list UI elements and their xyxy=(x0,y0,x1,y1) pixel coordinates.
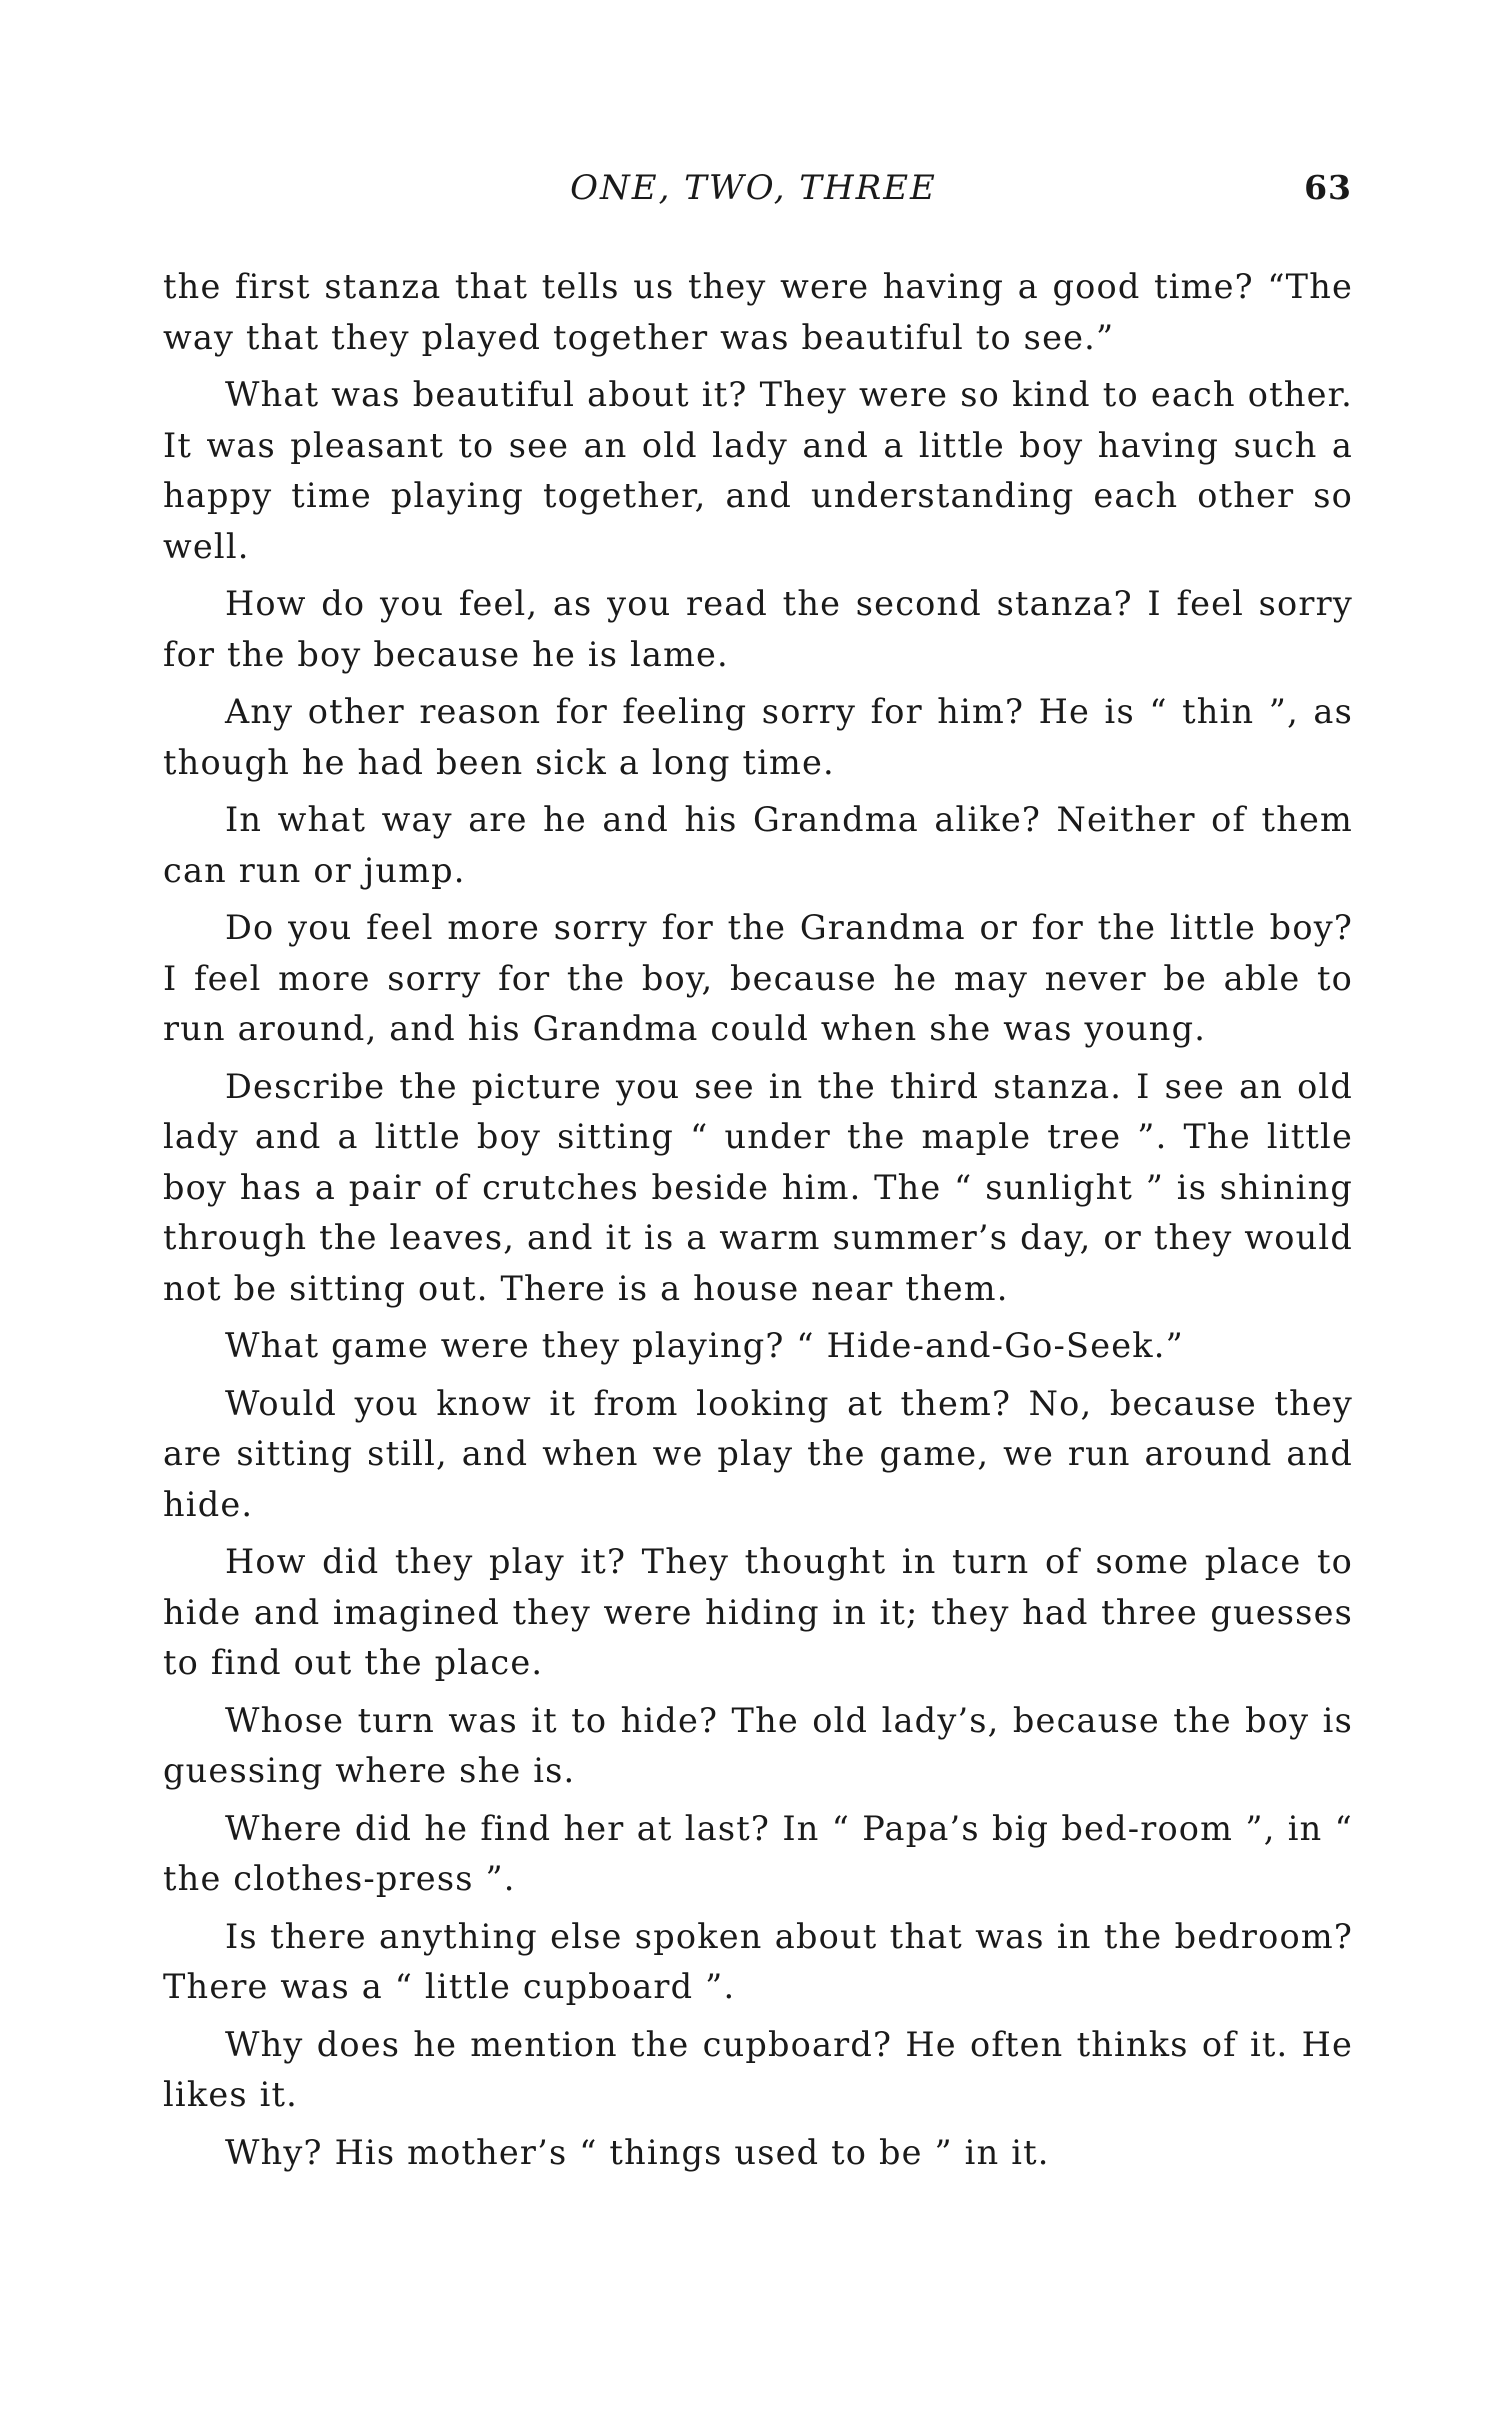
paragraph xyxy=(163,2128,1353,2179)
question-text: What was beautiful about it? xyxy=(225,375,748,414)
answer-text: I feel sorry for the boy because he is lame. xyxy=(163,584,1353,674)
paragraph xyxy=(163,2020,1353,2121)
answer-text: the first stanza that tells us they were having a good time? “The way that they played together was beautiful to see.” xyxy=(163,267,1353,357)
paragraph xyxy=(163,1912,1353,2013)
paragraph xyxy=(163,903,1353,1055)
answer-text: There was a “ little cupboard ”. xyxy=(163,1967,736,2006)
answer-text: I see an old lady and a little boy sitting “ under the maple tree ”. The little boy has a pair of crutches beside him. The “ sunlight ” is shining through the leaves, and it is a warm summer’s day, or they would not be sitting out. There is a house near them. xyxy=(163,1066,1354,1308)
question-text: Would you know it from looking at them? xyxy=(225,1383,1012,1423)
paragraph xyxy=(163,262,1353,363)
page-number: 63 xyxy=(1304,168,1352,207)
answer-text: He often thinks of it. He likes it. xyxy=(163,2024,1354,2114)
answer-text: No, because they are sitting still, and when we play the game, we run around and hide. xyxy=(163,1383,1353,1524)
paragraph xyxy=(163,1537,1353,1689)
answer-text: Neither of them can run or jump. xyxy=(163,800,1353,890)
body-text xyxy=(163,262,1353,2185)
question-text: Describe the picture you see in the third stanza. xyxy=(225,1066,1123,1106)
running-title: ONE, TWO, THREE xyxy=(570,168,937,208)
paragraph xyxy=(163,1804,1353,1905)
paragraph xyxy=(163,370,1353,572)
question-text: How did they play it? xyxy=(225,1542,627,1581)
paragraph xyxy=(163,795,1353,896)
question-text: Why does he mention the cupboard? xyxy=(225,2024,893,2064)
paragraph xyxy=(163,687,1353,788)
question-text: Whose turn was it to hide? xyxy=(225,1700,719,1740)
answer-text: He is “ thin ”, as though he had been sick a long time. xyxy=(163,692,1353,782)
answer-text: The old lady’s, because the boy is guessing where she is. xyxy=(163,1700,1353,1790)
paragraph xyxy=(163,1062,1353,1315)
paragraph xyxy=(163,1379,1353,1531)
paragraph xyxy=(163,579,1353,680)
question-text: Why? xyxy=(225,2132,323,2172)
answer-text: They were so kind to each other. It was pleasant to see an old lady and a little boy having such a happy time playing together, and understanding each other so well. xyxy=(163,375,1353,566)
question-text: How do you feel, as you read the second stanza? xyxy=(225,584,1133,623)
answer-text: I feel more sorry for the boy, because he may never be able to run around, and his Grandma could when she was young. xyxy=(163,958,1353,1048)
question-text: Do you feel more sorry for the Grandma or for the little boy? xyxy=(225,908,1353,947)
paragraph xyxy=(163,1696,1353,1797)
paragraph xyxy=(163,1321,1353,1372)
question-text: In what way are he and his Grandma alike? xyxy=(225,800,1042,839)
running-head xyxy=(0,168,1507,212)
question-text: Where did he find her at last? xyxy=(225,1808,771,1848)
question-text: Is there anything else spoken about that was in the bedroom? xyxy=(225,1916,1353,1956)
question-text: Any other reason for feeling sorry for him? xyxy=(225,692,1025,731)
question-text: What game were they playing? xyxy=(225,1326,785,1365)
answer-text: In “ Papa’s big bed-room ”, in “ the clothes-press ”. xyxy=(163,1808,1353,1898)
answer-text: “ Hide-and-Go-Seek.” xyxy=(796,1326,1184,1365)
answer-text: His mother’s “ things used to be ” in it. xyxy=(334,2132,1050,2172)
answer-text: They thought in turn of some place to hide and imagined they were hiding in it; they had three guesses to find out the place. xyxy=(163,1542,1354,1682)
